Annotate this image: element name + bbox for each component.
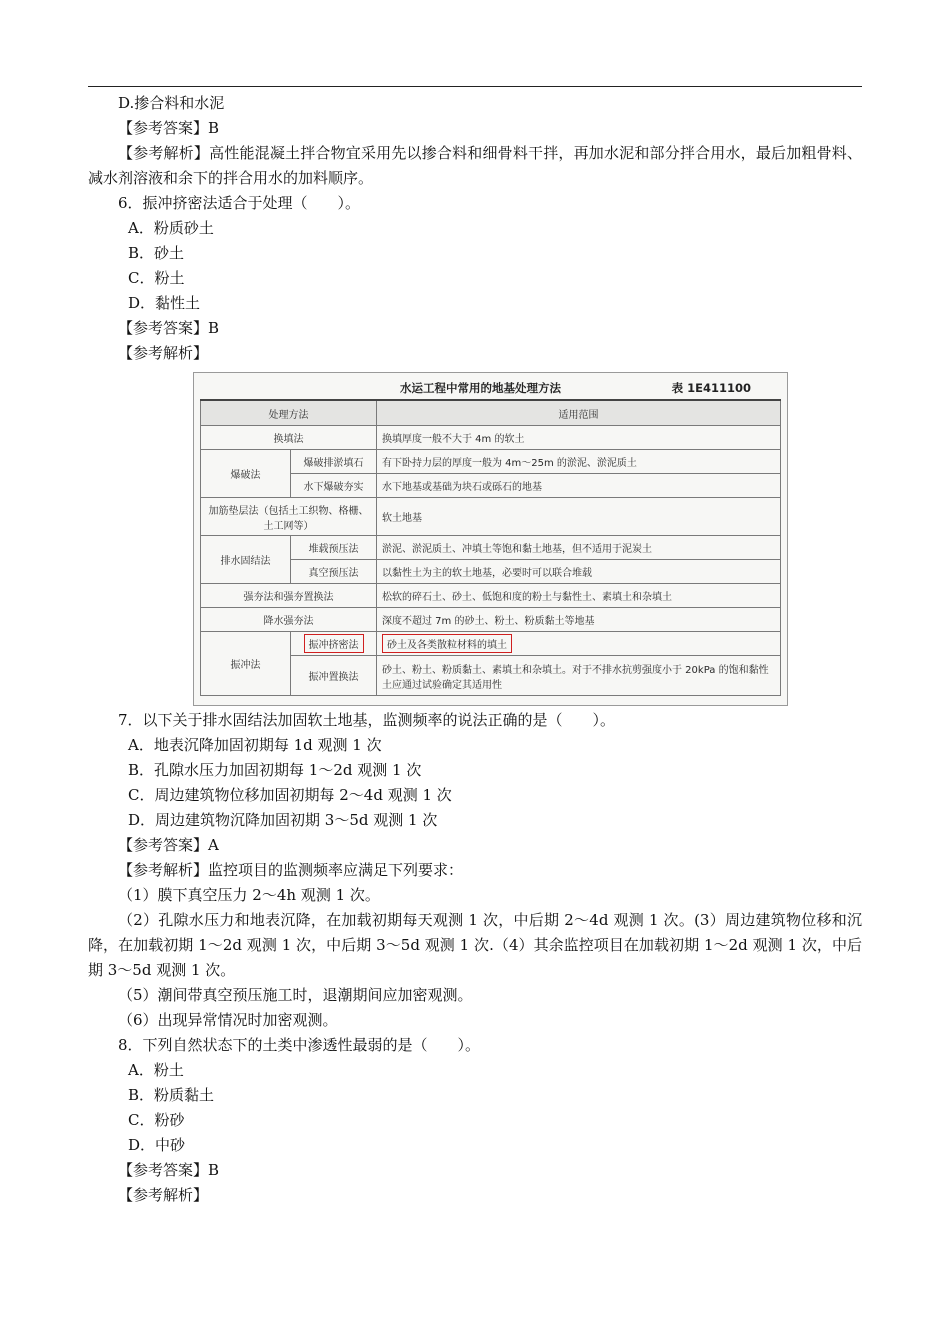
cell-method: 堆载预压法 [291, 536, 377, 560]
cell-method: 水下爆破夯实 [291, 474, 377, 498]
cell-scope: 淤泥、淤泥质土、冲填土等饱和黏土地基，但不适用于泥炭土 [377, 536, 781, 560]
q7-item-2: （2）孔隙水压力和地表沉降，在加载初期每天观测 1 次，中后期 2～4d 观测 1 次。(3）周边建筑物位移和沉降，在加载初期 1～2d 观测 1 次，中后期 3～5d 观测 1 次.（4）其余监控项目在加载初期 1～2d 观测 1 次，中后期 3～5d 观测 1 次。 [88, 911, 862, 979]
q6-option-b: B．砂土 [128, 244, 185, 262]
q7-item-1: （1）膜下真空压力 2～4h 观测 1 次。 [118, 886, 380, 904]
q5-option-d: D.掺合料和水泥 [118, 94, 225, 112]
cell-scope: 砂土、粉土、粉质黏土、素填土和杂填土。对于不排水抗剪强度小于 20kPa 的饱和黏性土应通过试验确定其适用性 [377, 656, 781, 696]
q7-question: 7．以下关于排水固结法加固软土地基，监测频率的说法正确的是（ ）。 [118, 711, 616, 729]
q8-option-b: B．粉质黏土 [128, 1086, 215, 1104]
cell-method: 换填法 [201, 426, 377, 450]
cell-scope: 换填厚度一般不大于 4m 的软土 [377, 426, 781, 450]
cell-scope: 有下卧持力层的厚度一般为 4m～25m 的淤泥、淤泥质土 [377, 450, 781, 474]
document-body [88, 91, 862, 1208]
q7-analysis: 【参考解析】监控项目的监测频率应满足下列要求： [118, 861, 464, 879]
cell-method-highlight [291, 632, 377, 656]
table-caption [200, 377, 781, 399]
table-number: 表 1E411100 [671, 381, 751, 395]
q7-option-c: C．周边建筑物位移加固初期每 2～4d 观测 1 次 [128, 786, 452, 804]
q8-analysis-label: 【参考解析】 [118, 1186, 209, 1204]
cell-method: 加筋垫层法（包括土工织物、格栅、土工网等） [201, 498, 377, 536]
q7-answer: 【参考答案】A [118, 836, 219, 854]
q7-option-d: D．周边建筑物沉降加固初期 3～5d 观测 1 次 [128, 811, 438, 829]
header-rule [88, 86, 862, 87]
highlight-box: 振冲挤密法 [304, 634, 364, 653]
q6-answer: 【参考答案】B [118, 319, 220, 337]
q8-option-c: C．粉砂 [128, 1111, 185, 1129]
table-row [201, 632, 781, 656]
cell-scope: 以黏性土为主的软土地基，必要时可以联合堆载 [377, 560, 781, 584]
cell-group: 爆破法 [201, 450, 291, 498]
table-row [201, 426, 781, 450]
q5-answer: 【参考答案】B [118, 119, 220, 137]
q8-question: 8．下列自然状态下的土类中渗透性最弱的是（ ）。 [118, 1036, 481, 1054]
cell-scope: 软土地基 [377, 498, 781, 536]
cell-method: 强夯法和强夯置换法 [201, 584, 377, 608]
q8-option-d: D．中砂 [128, 1136, 186, 1154]
cell-scope: 水下地基或基础为块石或砾石的地基 [377, 474, 781, 498]
cell-method: 振冲置换法 [291, 656, 377, 696]
table-row [201, 498, 781, 536]
q6-question: 6．振冲挤密法适合于处理（ ）。 [118, 194, 361, 212]
cell-group: 振冲法 [201, 632, 291, 696]
q6-option-d: D．黏性土 [128, 294, 201, 312]
ground-treatment-table-image [193, 372, 788, 706]
table-header-row [201, 400, 781, 426]
table-row [201, 608, 781, 632]
highlight-box: 砂土及各类散粒材料的填土 [382, 634, 512, 653]
q8-option-a: A．粉土 [128, 1061, 184, 1079]
q6-analysis-label: 【参考解析】 [118, 344, 209, 362]
cell-method: 爆破排淤填石 [291, 450, 377, 474]
q7-option-b: B．孔隙水压力加固初期每 1～2d 观测 1 次 [128, 761, 422, 779]
table-row [201, 536, 781, 560]
cell-group: 排水固结法 [201, 536, 291, 584]
cell-scope: 深度不超过 7m 的砂土、粉土、粉质黏土等地基 [377, 608, 781, 632]
q6-option-c: C．粉土 [128, 269, 185, 287]
cell-scope-highlight [377, 632, 781, 656]
header-method: 处理方法 [201, 400, 377, 426]
table-row [201, 584, 781, 608]
q7-option-a: A．地表沉降加固初期每 1d 观测 1 次 [128, 736, 382, 754]
ground-treatment-table [200, 399, 781, 696]
cell-method: 降水强夯法 [201, 608, 377, 632]
table-title: 水运工程中常用的地基处理方法 [400, 381, 561, 395]
table-row [201, 450, 781, 474]
q7-item-5: （5）潮间带真空预压施工时，退潮期间应加密观测。 [118, 986, 473, 1004]
q7-item-6: （6）出现异常情况时加密观测。 [118, 1011, 338, 1029]
cell-scope: 松软的碎石土、砂土、低饱和度的粉土与黏性土、素填土和杂填土 [377, 584, 781, 608]
q5-analysis: 【参考解析】高性能混凝土拌合物宜采用先以掺合料和细骨料干拌，再加水泥和部分拌合用水，最后加粗骨料、减水剂溶液和余下的拌合用水的加料顺序。 [88, 144, 862, 187]
q8-answer: 【参考答案】B [118, 1161, 220, 1179]
q6-option-a: A．粉质砂土 [128, 219, 214, 237]
cell-method: 真空预压法 [291, 560, 377, 584]
header-scope: 适用范围 [377, 400, 781, 426]
